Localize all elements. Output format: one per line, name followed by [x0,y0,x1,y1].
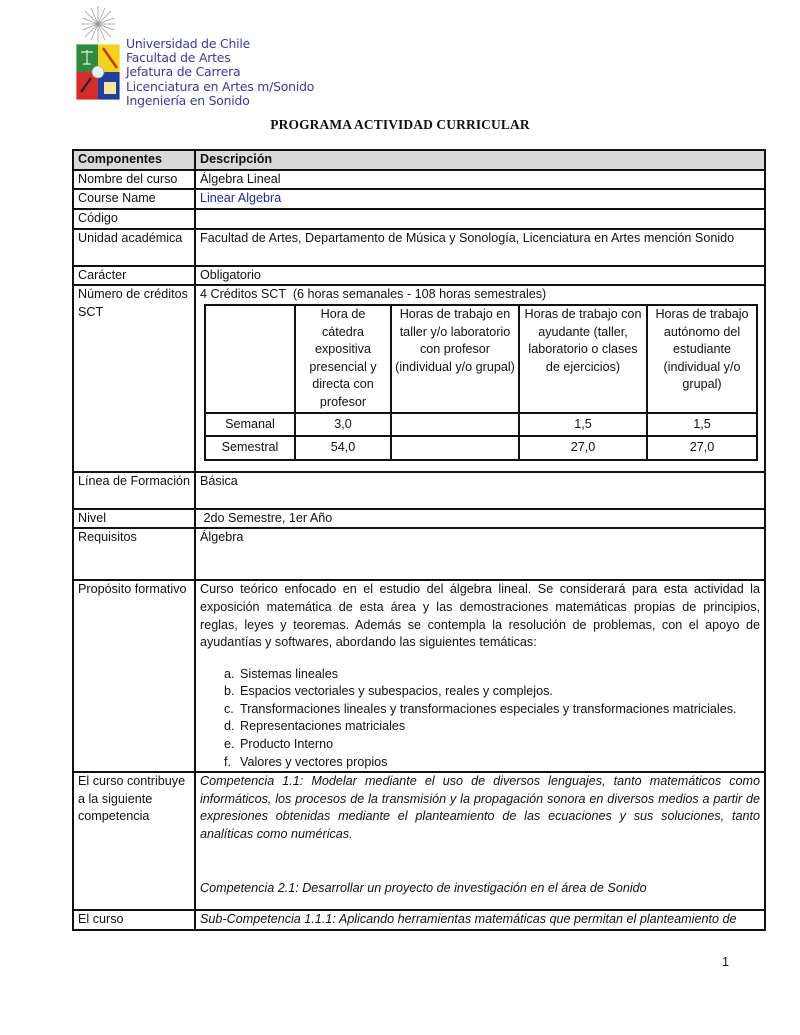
table-row [73,472,765,509]
credits-value: 27,0 [519,436,647,460]
institution-line: Facultad de Artes [126,50,231,66]
institution-line: Universidad de Chile [126,36,251,51]
credits-value: 1,5 [647,413,757,437]
credits-row-label: Semestral [205,436,295,460]
table-row [73,285,765,471]
credits-col-header: Horas de trabajo autónomo del estudiante (individual y/o grupal) [647,305,757,413]
credits-col-header: Horas de trabajo con ayudante (taller, laboratorio o clases de ejercicios) [519,305,647,413]
list-item [224,666,760,684]
list-marker: f. [224,754,231,769]
row-label: Unidad académica [73,229,195,266]
competencies-cell [195,772,765,910]
row-label: Nivel [73,509,195,529]
course-level: 2do Semestre, 1er Año [195,509,765,529]
row-label: Course Name [73,189,195,209]
prerequisites: Álgebra [195,528,765,580]
topic-text: Sistemas lineales [240,666,338,681]
list-item [224,754,760,772]
course-name-en: Linear Algebra [195,189,765,209]
list-marker: b. [224,684,235,699]
table-row [73,189,765,209]
institution-name-block [126,37,314,108]
table-row [73,229,765,266]
credits-corner-cell [205,305,295,413]
credits-value: 3,0 [295,413,391,437]
table-row [73,170,765,190]
competency-1-1: Competencia 1.1: Modelar mediante el uso de diversos lenguajes, tanto matemáticos como informáticos, los procesos de la transmisión y la propagación sonora en diversos medios a partir de expresiones obtenidas mediante el planteamiento de las ecuaciones y sus soluciones, tanto analíticas como numéricas. [200,774,760,842]
credits-value: 1,5 [519,413,647,437]
credits-col-header: Hora de cátedra expositiva presencial y directa con profesor [295,305,391,413]
institution-line: Jefatura de Carrera [126,64,241,80]
topic-text: Producto Interno [240,737,334,752]
institution-line: Licenciatura en Artes m/Sonido [126,78,315,94]
credits-value: 54,0 [295,436,391,460]
row-label: Propósito formativo [73,580,195,772]
row-label: Nombre del curso [73,170,195,190]
institution-line: Ingeniería en Sonido [126,92,250,108]
sub-competency: Sub-Competencia 1.1.1: Aplicando herramientas matemáticas que permitan el planteamiento de [195,910,765,930]
topic-text: Transformaciones lineales y transformaciones especiales y transformaciones matriciales. [240,701,737,716]
topic-text: Representaciones matriciales [240,719,406,734]
training-line: Básica [195,472,765,509]
list-item [224,701,760,719]
table-row [73,266,765,286]
list-marker: a. [224,666,235,681]
header-descripcion: Descripción [195,150,765,170]
course-character: Obligatorio [195,266,765,286]
credits-summary: 4 Créditos SCT (6 horas semanales - 108 horas semestrales) [200,287,547,302]
list-marker: c. [224,701,234,716]
course-program-table [72,149,766,931]
page-number: 1 [722,955,729,969]
row-label: Requisitos [73,528,195,580]
academic-unit: Facultad de Artes, Departamento de Música y Sonología, Licenciatura en Artes mención Sonido [195,229,765,266]
credits-value [391,413,519,437]
credits-hours-table [204,304,758,461]
course-name-es: Álgebra Lineal [195,170,765,190]
topic-text: Espacios vectoriales y subespacios, reales y complejos. [240,684,553,699]
credits-col-header: Horas de trabajo en taller y/o laboratorio con profesor (individual y/o grupal) [391,305,519,413]
purpose-paragraph: Curso teórico enfocado en el estudio del álgebra lineal. Se considerará para esta actividad la exposición matemática de esta área y las demostraciones matemáticas propias de principios, reglas, leyes y teoremas. Además se contempla la resolución de problemas, con el apoyo de ayudantías y softwares, abordando las siguientes temáticas: [200,582,760,650]
document-title: PROGRAMA ACTIVIDAD CURRICULAR [270,117,530,132]
credits-row-semestral [205,436,757,460]
table-row [73,772,765,910]
row-label: El curso contribuye a la siguiente competencia [73,772,195,910]
list-item [224,718,760,736]
list-marker: d. [224,719,235,734]
formative-purpose [195,580,765,772]
topics-list [200,666,760,772]
row-label: Número de créditos SCT [73,285,195,471]
topic-text: Valores y vectores propios [240,754,388,769]
credits-cell [195,285,765,471]
row-label: El curso [73,910,195,930]
credits-value: 27,0 [647,436,757,460]
table-row [73,528,765,580]
table-row [73,209,765,229]
table-row [73,580,765,772]
row-label: Código [73,209,195,229]
header-componentes: Componentes [73,150,195,170]
row-label: Carácter [73,266,195,286]
table-row [73,509,765,529]
credits-row-semanal [205,413,757,437]
competency-2-1: Competencia 2.1: Desarrollar un proyecto de investigación en el área de Sonido [200,880,647,895]
list-marker: e. [224,737,235,752]
row-label: Línea de Formación [73,472,195,509]
course-code [195,209,765,229]
universidad-de-chile-crest-icon [73,6,123,106]
credits-row-label: Semanal [205,413,295,437]
list-item [224,736,760,754]
table-row [73,910,765,930]
table-header-row [73,150,765,170]
credits-value [391,436,519,460]
list-item [224,683,760,701]
credits-header-row [205,305,757,413]
